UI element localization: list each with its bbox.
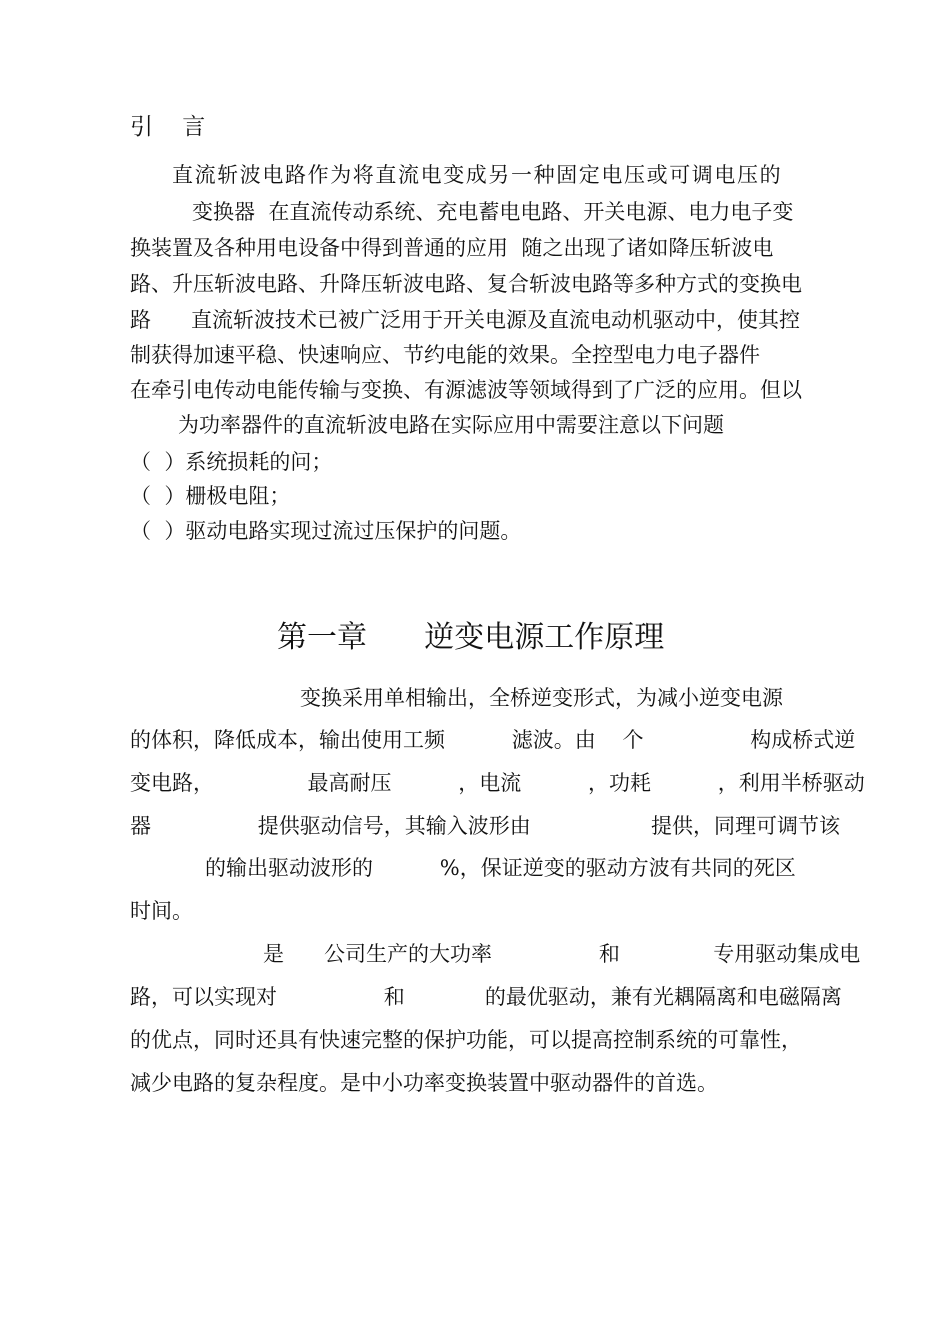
intro-paragraph-line: 路 直流斩波技术已被广泛用于开关电源及直流电动机驱动中，使其控 [130,308,801,332]
chapter-paragraph-line: 的输出驱动波形的 %，保证逆变的驱动方波有共同的死区 [205,856,796,880]
intro-paragraph-line: 制获得加速平稳、快速响应、节约电能的效果。全控型电力电子器件 [130,343,760,367]
chapter-paragraph-line: 变换采用单相输出，全桥逆变形式，为减小逆变电源 [300,686,783,710]
chapter-title: 第一章 逆变电源工作原理 [277,620,665,655]
intro-paragraph-line: 在牵引电传动电能传输与变换、有源滤波等领域得到了广泛的应用。但以 [130,378,802,402]
intro-paragraph-line: 换装置及各种用电设备中得到普通的应用 随之出现了诸如降压斩波电 [130,236,774,260]
chapter-paragraph-line: 时间。 [130,899,193,923]
intro-paragraph-line: 直流斩波电路作为将直流电变成另一种固定电压或可调电压的 [172,163,783,187]
intro-list-item: （ ）栅极电阻； [130,484,291,508]
intro-list-item: （ ）系统损耗的问； [130,450,333,474]
chapter-paragraph-line: 减少电路的复杂程度。是中小功率变换装置中驱动器件的首选。 [130,1071,718,1095]
intro-paragraph-line: 路、升压斩波电路、升降压斩波电路、复合斩波电路等多种方式的变换电 [130,272,802,296]
chapter-paragraph-line: 的优点，同时还具有快速完整的保护功能，可以提高控制系统的可靠性， [130,1028,802,1052]
chapter-paragraph-line: 是 公司生产的大功率 和 专用驱动集成电 [263,942,861,966]
chapter-paragraph-line: 路，可以实现对 和 的最优驱动，兼有光耦隔离和电磁隔离 [130,985,842,1009]
intro-list-item: （ ）驱动电路实现过流过压保护的问题。 [130,519,522,543]
chapter-paragraph-line: 变电路， 最高耐压 ，电流 ，功耗 ，利用半桥驱动 [130,771,865,795]
chapter-paragraph-line: 的体积，降低成本，输出使用工频 滤波。由 个 构成桥式逆 [130,728,856,752]
intro-heading: 引 言 [130,114,206,140]
chapter-paragraph-line: 器 提供驱动信号，其输入波形由 提供，同理可调节该 [130,814,840,838]
intro-paragraph-line: 变换器 在直流传动系统、充电蓄电电路、开关电源、电力电子变 [192,200,794,224]
intro-paragraph-line: 为功率器件的直流斩波电路在实际应用中需要注意以下问题 [178,413,724,437]
